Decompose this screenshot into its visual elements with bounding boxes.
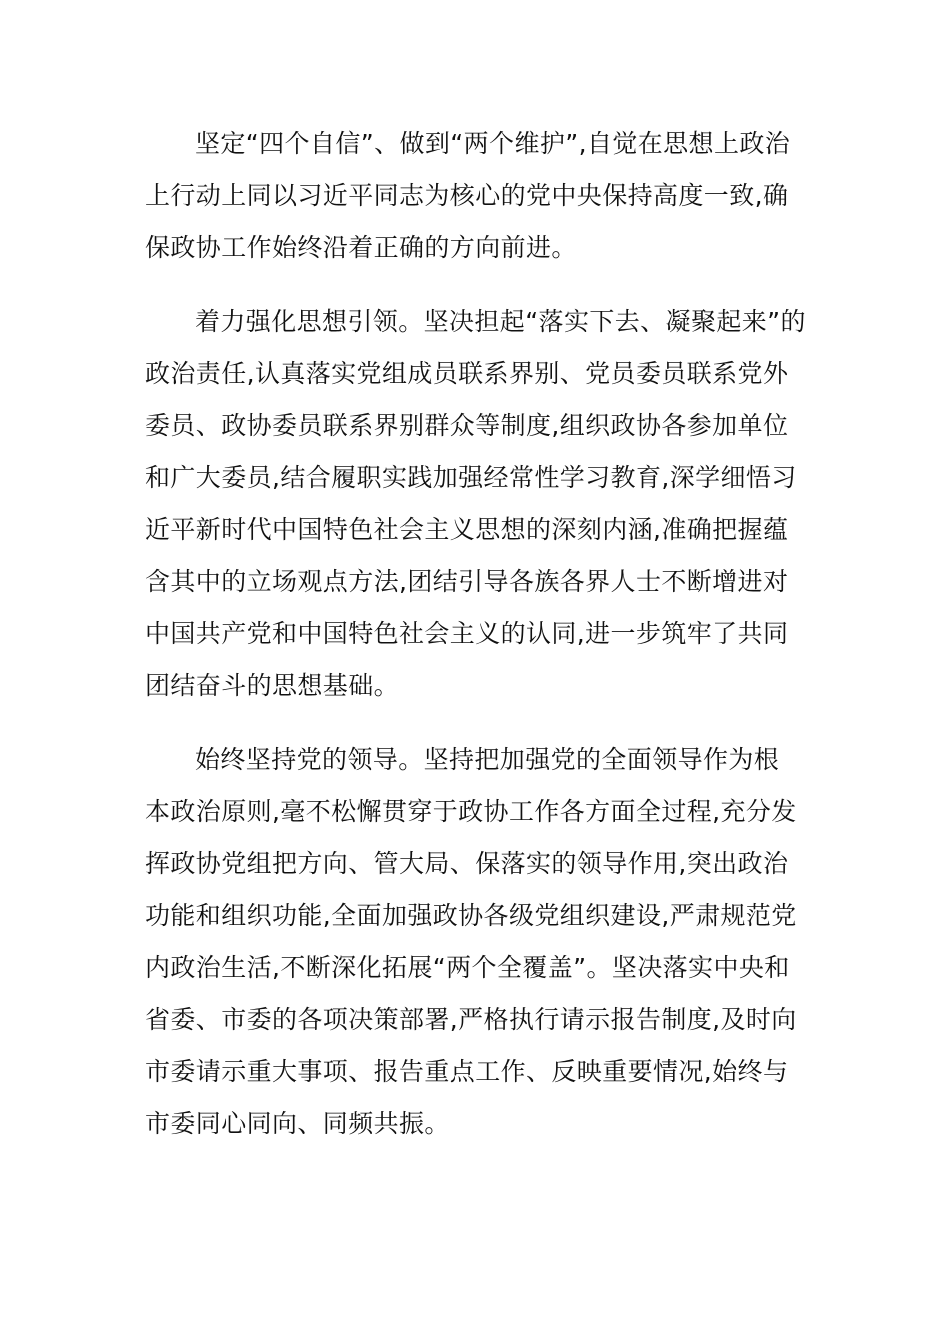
paragraph-line: 政治责任,认真落实党组成员联系界别、党员委员联系党外 (145, 359, 789, 388)
paragraph-line: 挥政协党组把方向、管大局、保落实的领导作用,突出政治 (145, 849, 789, 878)
paragraph-1 (145, 118, 815, 274)
document-body (145, 118, 815, 1172)
paragraph-line: 近平新时代中国特色社会主义思想的深刻内涵,准确把握蕴 (145, 515, 789, 544)
paragraph-2 (145, 296, 815, 712)
paragraph-line: 内政治生活,不断深化拓展“两个全覆盖”。坚决落实中央和 (145, 953, 790, 982)
paragraph-line: 上行动上同以习近平同志为核心的党中央保持高度一致,确 (145, 181, 789, 210)
paragraph-line: 保政协工作始终沿着正确的方向前进。 (145, 233, 577, 262)
paragraph-line: 功能和组织功能,全面加强政协各级党组织建设,严肃规范党 (145, 901, 797, 930)
paragraph-line: 着力强化思想引领。坚决担起“落实下去、凝聚起来”的 (195, 307, 806, 336)
paragraph-line: 本政治原则,毫不松懈贯穿于政协工作各方面全过程,充分发 (145, 797, 797, 826)
paragraph-line: 含其中的立场观点方法,团结引导各族各界人士不断增进对 (145, 567, 789, 596)
paragraph-line: 市委请示重大事项、报告重点工作、反映重要情况,始终与 (145, 1057, 789, 1086)
paragraph-3 (145, 734, 815, 1150)
paragraph-line: 团结奋斗的思想基础。 (145, 671, 400, 700)
paragraph-line: 坚定“四个自信”、做到“两个维护”,自觉在思想上政治 (195, 129, 791, 158)
paragraph-line: 市委同心同向、同频共振。 (145, 1109, 450, 1138)
paragraph-line: 中国共产党和中国特色社会主义的认同,进一步筑牢了共同 (145, 619, 789, 648)
paragraph-line: 省委、市委的各项决策部署,严格执行请示报告制度,及时向 (145, 1005, 797, 1034)
paragraph-line: 委员、政协委员联系界别群众等制度,组织政协各参加单位 (145, 411, 789, 440)
paragraph-line: 和广大委员,结合履职实践加强经常性学习教育,深学细悟习 (145, 463, 797, 492)
paragraph-line: 始终坚持党的领导。坚持把加强党的全面领导作为根 (195, 745, 780, 774)
